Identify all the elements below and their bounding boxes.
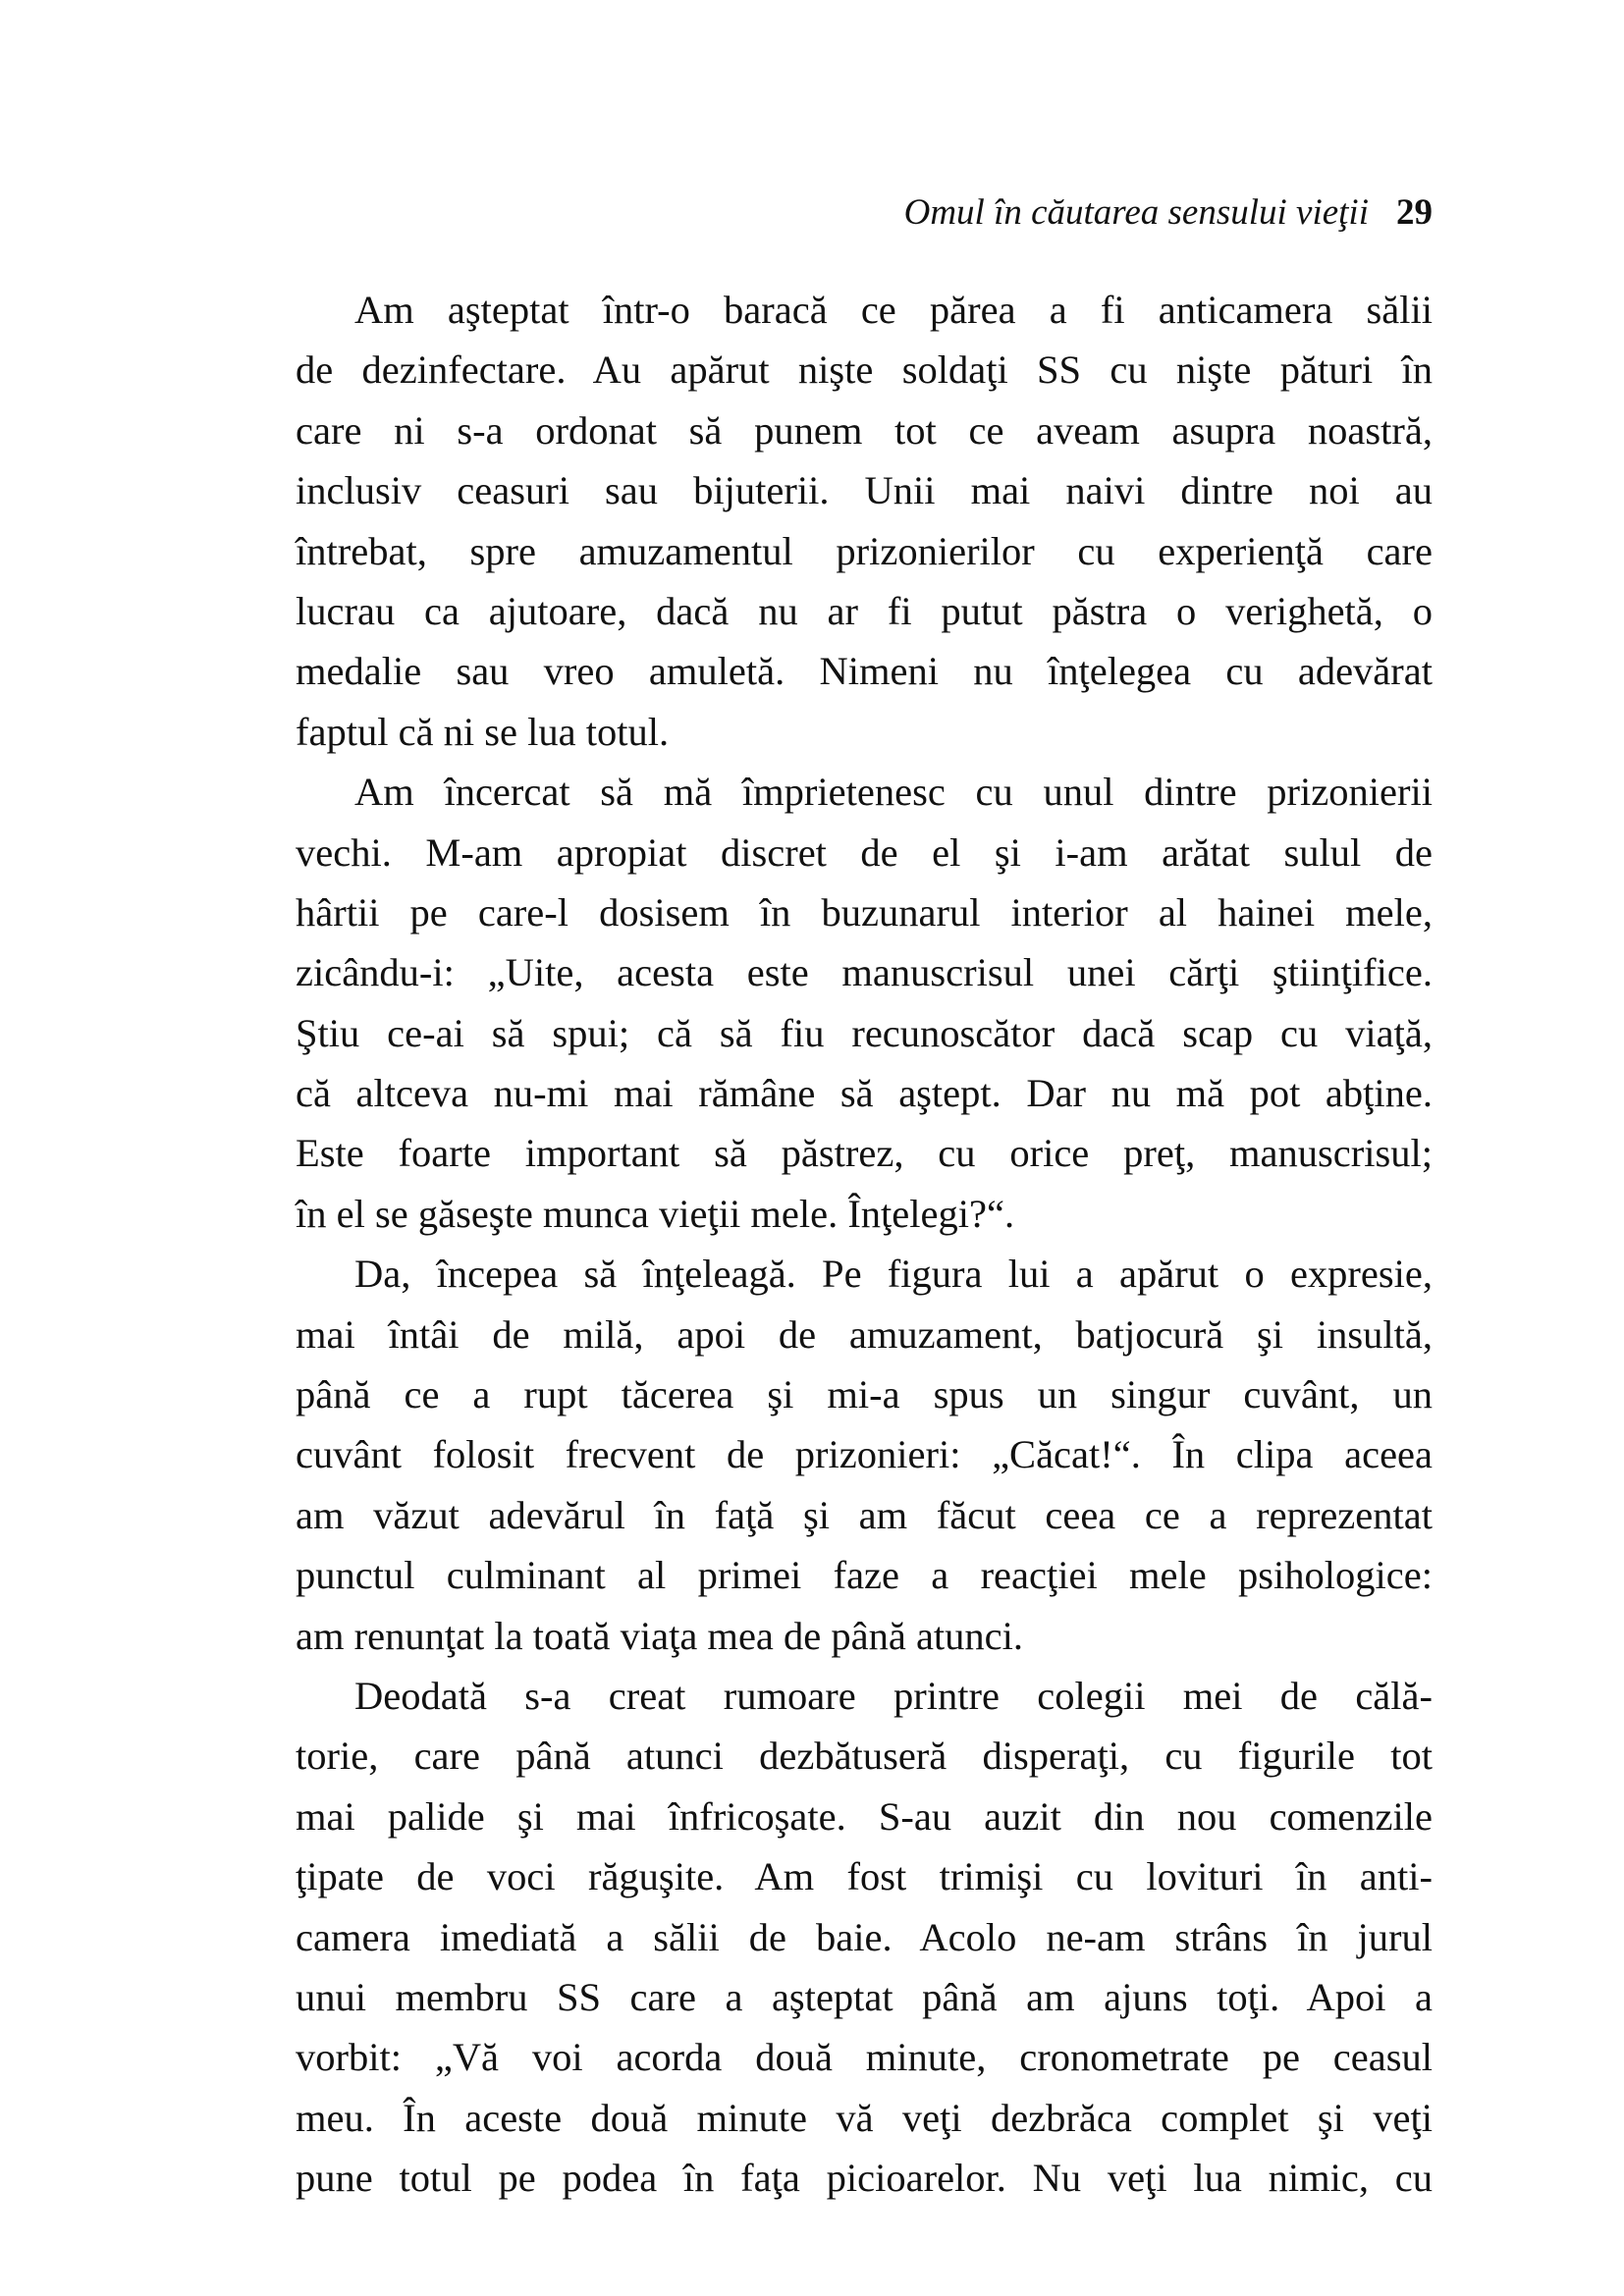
text-line: Deodată s-a creat rumoare printre colegii mei de călă- [354,1673,1433,1718]
text-line: faptul că ni se lua totul. [296,709,670,754]
text-line: mai palide şi mai înfricoşate. S-au auzit din nou comenzile [296,1793,1433,1839]
text-line: hârtii pe care-l dosisem în buzunarul interior al hainei mele, [296,889,1433,934]
page-number: 29 [1396,192,1433,233]
text-line: am văzut adevărul în faţă şi am făcut ceea ce a reprezentat [296,1492,1433,1537]
text-line: în el se găseşte munca vieţii mele. Înţelegi?“. [296,1191,1015,1236]
text-line: medalie sau vreo amuletă. Nimeni nu înţelegea cu adevărat [296,649,1433,694]
text-line: zicându-i: „Uite, acesta este manuscrisul unei cărţi ştiinţifice. [296,950,1433,995]
text-line: Este foarte important să păstrez, cu orice preţ, manuscrisul; [296,1131,1433,1176]
text-line: lucrau ca ajutoare, dacă nu ar fi putut păstra o verighetă, o [296,588,1433,633]
text-line: Am aşteptat într-o baracă ce părea a fi anticamera sălii [354,288,1433,332]
text-line: pune totul pe podea în faţa picioarelor. Nu veţi lua nimic, cu [296,2156,1433,2201]
text-line: meu. În aceste două minute vă veţi dezbrăca complet şi veţi [296,2095,1433,2140]
paragraph [296,1666,1433,2209]
text-line: de dezinfectare. Au apărut nişte soldaţi SS cu nişte pături în [296,347,1433,393]
text-line: care ni s-a ordonat să punem tot ce aveam asupra noastră, [296,407,1433,453]
text-line: ţipate de voci răguşite. Am fost trimişi cu lovituri în anti- [296,1854,1433,1899]
text-line: Da, începea să înţeleagă. Pe figura lui a apărut o expresie, [354,1252,1433,1297]
text-line: până ce a rupt tăcerea şi mi-a spus un singur cuvânt, un [296,1372,1433,1417]
running-header-title: Omul în căutarea sensului vieţii [903,192,1369,233]
text-line: inclusiv ceasuri sau bijuterii. Unii mai naivi dintre noi au [296,468,1433,513]
text-line: mai întâi de milă, apoi de amuzament, batjocură şi insultă, [296,1311,1433,1357]
text-line: unui membru SS care a aşteptat până am ajuns toţi. Apoi a [296,1974,1433,2019]
text-line: cuvânt folosit frecvent de prizonieri: „Căcat!“. În clipa aceea [296,1432,1433,1477]
paragraph [296,1244,1433,1666]
text-line: Ştiu ce-ai să spui; că să fiu recunoscător dacă scap cu viaţă, [296,1010,1433,1055]
text-line: punctul culminant al primei faze a reacţiei mele psihologice: [296,1553,1433,1598]
paragraph [296,762,1433,1244]
text-line: am renunţat la toată viaţa mea de până atunci. [296,1613,1024,1658]
running-header [904,188,1433,238]
page-body [296,280,1433,2209]
text-line: vorbit: „Vă voi acorda două minute, cronometrate pe ceasul [296,2035,1433,2080]
text-line: că altceva nu-mi mai rămâne să aştept. Dar nu mă pot abţine. [296,1071,1433,1116]
text-line: vechi. M-am apropiat discret de el şi i-am arătat sulul de [296,829,1433,875]
text-line: întrebat, spre amuzamentul prizonierilor cu experienţă care [296,528,1433,573]
text-line: camera imediată a sălii de baie. Acolo ne-am strâns în jurul [296,1914,1433,1959]
text-line: Am încercat să mă împrietenesc cu unul dintre prizonierii [354,770,1433,815]
text-line: torie, care până atunci dezbătuseră disperaţi, cu figurile tot [296,1734,1433,1779]
paragraph [296,280,1433,762]
